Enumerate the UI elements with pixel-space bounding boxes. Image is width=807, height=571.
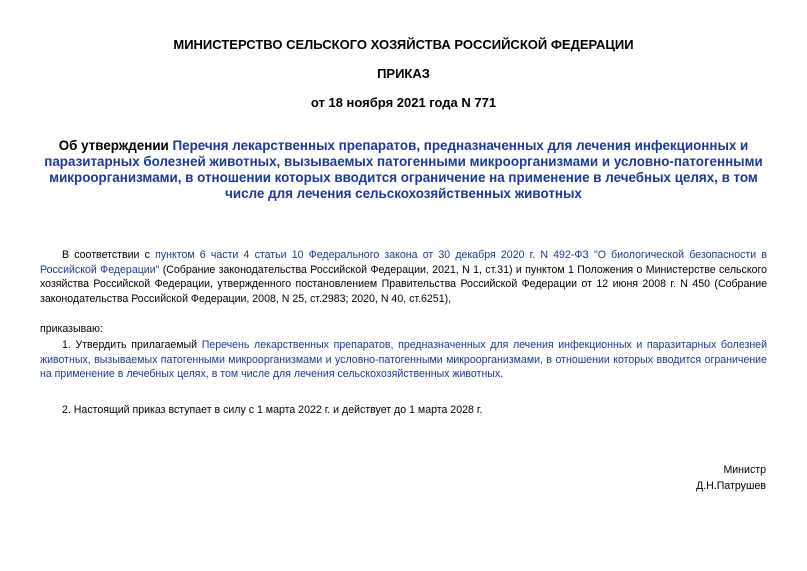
federal-law-link[interactable]: пунктом 6 части 4 статьи 10 Федерального закона от 30 декабря 2020 г. N 492-ФЗ "О биологической безопасности в Российской Федерации" <box>40 249 767 276</box>
order-word: приказываю: <box>40 323 103 335</box>
signature-name: Д.Н.Патрушев <box>696 480 766 492</box>
title-list-link[interactable]: Перечня лекарственных препаратов, предназначенных для лечения инфекционных и паразитарных болезней животных, вызываемых патогенными микроорганизмами и условно-патогенными микроорганизмами, в отношении которых вводится ограничение на применение в лечебных целях, в том числе для лечения сельскохозяйственных животных <box>44 138 763 201</box>
preamble-paragraph <box>40 248 767 306</box>
preamble-suffix: (Собрание законодательства Российской Федерации, 2021, N 1, ст.31) и пунктом 1 Положения о Министерстве сельского хозяйства Российской Федерации, утвержденного постановлением Правительства Российской Федерации от 12 июня 2008 г. N 450 (Собрание законодательства Российской Федерации, 2008, N 25, ст.2983; 2020, N 40, ст.6251), <box>40 263 767 305</box>
title-prefix: Об утверждении <box>58 138 173 153</box>
item-1-suffix: . <box>500 368 504 381</box>
preamble-prefix: В соответствии с <box>62 249 156 261</box>
signature-position: Министр <box>723 464 766 476</box>
document-date-number: от 18 ноября 2021 года N 771 <box>310 95 497 110</box>
item-1-paragraph <box>40 338 767 382</box>
item-1-prefix: 1. Утвердить прилагаемый <box>62 339 202 351</box>
document-title <box>40 138 767 202</box>
item-2-paragraph: 2. Настоящий приказ вступает в силу с 1 марта 2022 г. и действует до 1 марта 2028 г. <box>62 404 483 416</box>
ministry-heading: МИНИСТЕРСТВО СЕЛЬСКОГО ХОЗЯЙСТВА РОССИЙСКОЙ ФЕДЕРАЦИИ <box>173 37 634 52</box>
approved-list-link[interactable]: Перечень лекарственных препаратов, предназначенных для лечения инфекционных и паразитарных болезней животных, вызываемых патогенными микроорганизмами и условно-патогенными микроорганизмами, в отношении которых вводится ограничение на применение в лечебных целях, в том числе для лечения сельскохозяйственных животных <box>40 339 767 381</box>
document-type: ПРИКАЗ <box>377 66 430 81</box>
